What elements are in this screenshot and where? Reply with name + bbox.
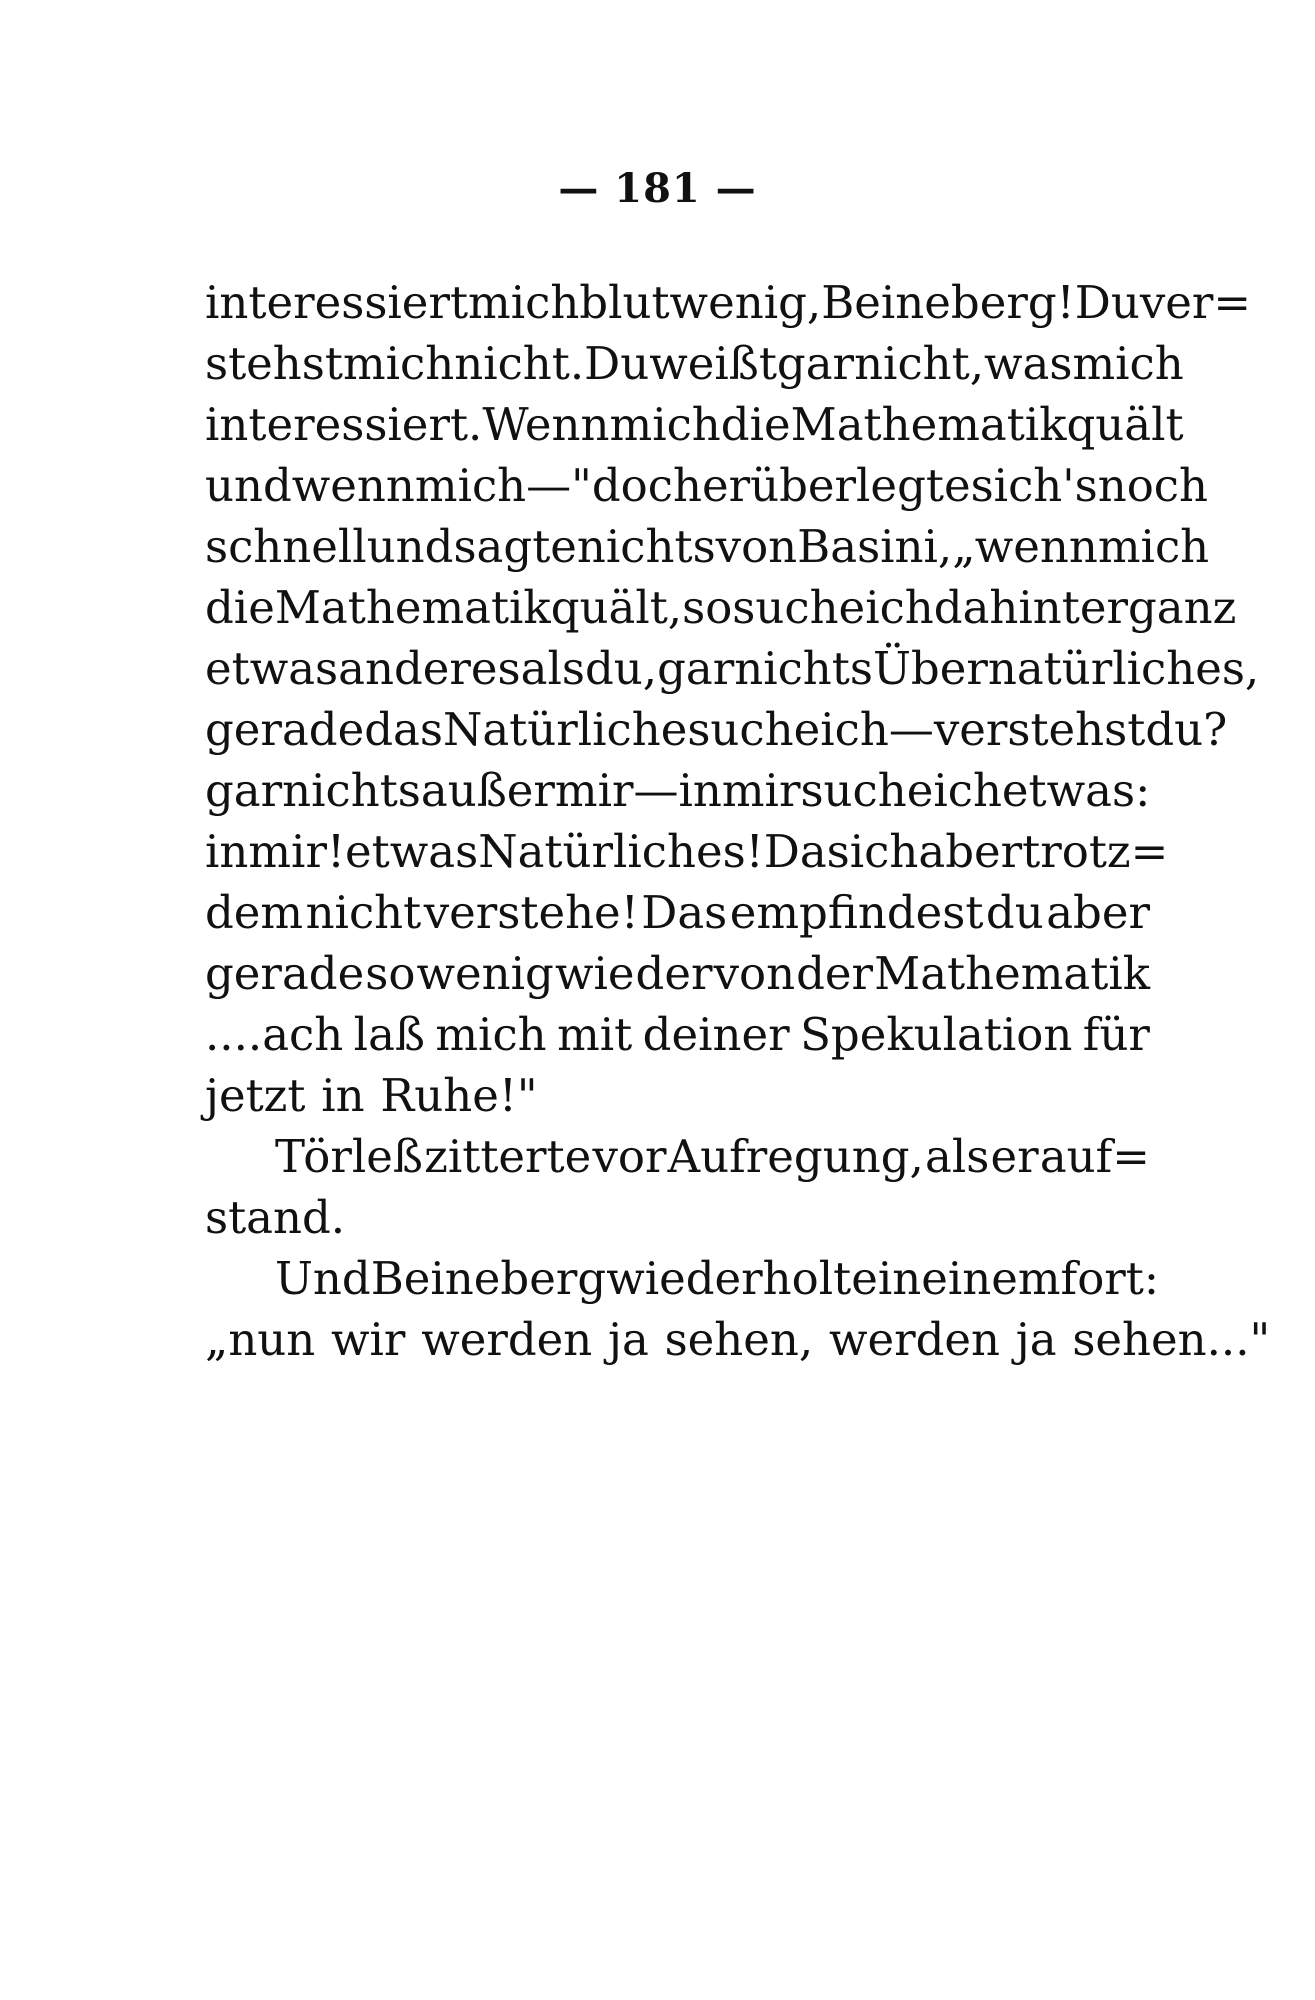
text-line: interessiert mich blutwenig, Beineberg! Du ver= (205, 276, 1252, 329)
text-line: jetzt in Ruhe!" (205, 1069, 538, 1122)
text-line: Und Beineberg wiederholte in einem fort: (275, 1252, 1160, 1305)
text-line: etwas anderes als du, gar nichts Übernatürliches, (205, 642, 1260, 695)
text-line: in mir! etwas Natürliches! Das ich aber trotz= (205, 825, 1169, 878)
text-line: Törleß zitterte vor Aufregung, als er auf= (275, 1130, 1150, 1183)
text-line: gerade so wenig wie der von der Mathematik (205, 947, 1150, 1000)
text-line: schnell und sagte nichts von Basini, „wenn mich (205, 520, 1210, 573)
text-line: interessiert. Wenn mich die Mathematik quält (205, 398, 1184, 451)
text-line: dem nicht verstehe! Das empfindest du aber (205, 886, 1150, 939)
text-line: stand. (205, 1191, 346, 1244)
text-line: stehst mich nicht. Du weißt gar nicht, was mich (205, 337, 1184, 390)
page-number: — 181 — (558, 165, 757, 212)
text-line: die Mathematik quält, so suche ich dahinter ganz (205, 581, 1237, 634)
text-line: ....ach laß mich mit deiner Spekulation für (205, 1008, 1150, 1061)
text-line: und wenn mich —" doch er überlegte sich's noch (205, 459, 1208, 512)
text-line: gerade das Natürliche suche ich — verstehst du? (205, 703, 1228, 756)
text-line: „nun wir werden ja sehen, werden ja sehen..." (205, 1313, 1271, 1366)
body-text (205, 272, 1271, 1370)
text-line: gar nichts außer mir — in mir suche ich etwas: (205, 764, 1151, 817)
